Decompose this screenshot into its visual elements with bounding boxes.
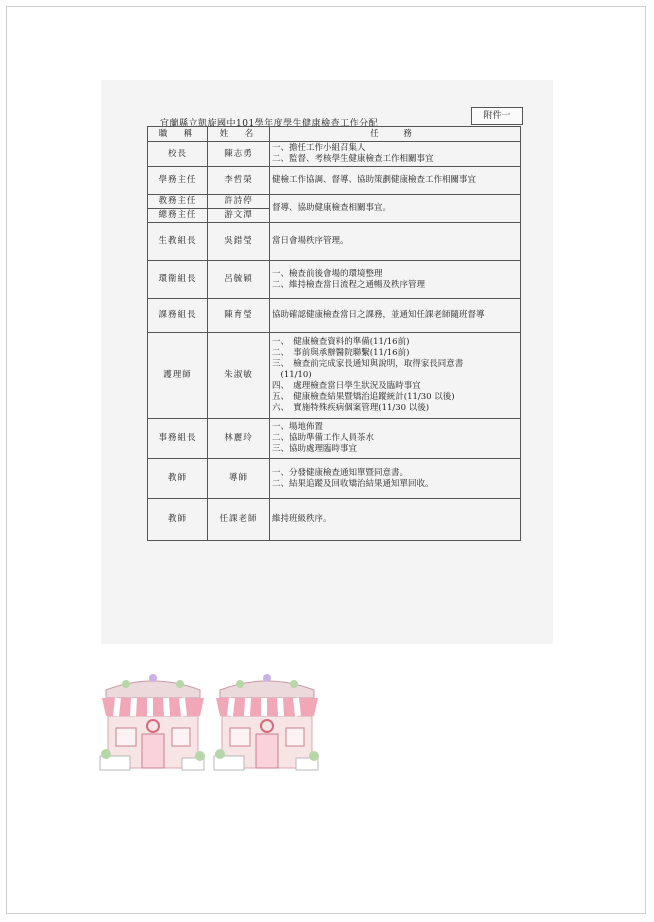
name-cell: 朱淑敏 xyxy=(208,333,270,419)
flower-shop-illustration xyxy=(96,668,326,780)
name-cell: 陳志勇 xyxy=(208,142,270,167)
duty-line: (11/10) xyxy=(272,370,312,380)
table-row xyxy=(148,261,521,299)
name-cell: 呂毓穎 xyxy=(208,261,270,299)
duty-line: 二、監督、考核學生健康檢查工作相關事宜 xyxy=(272,154,434,164)
duty-cell xyxy=(270,142,521,167)
table-row xyxy=(148,223,521,261)
table-header-row xyxy=(148,127,521,142)
role-cell: 教務主任 xyxy=(148,195,208,209)
header-duty: 任 務 xyxy=(270,127,521,142)
table-row xyxy=(148,299,521,333)
duty-cell xyxy=(270,167,521,195)
duty-line: 協助確認健康檢查當日之課務，並通知任課老師隨班督導 xyxy=(272,310,485,320)
role-cell: 環衛組長 xyxy=(148,261,208,299)
role-cell: 校長 xyxy=(148,142,208,167)
duty-line: 三、 檢查前完成家長通知與說明，取得家長同意書 xyxy=(272,359,464,369)
name-cell: 任課老師 xyxy=(208,499,270,541)
name-cell: 陳育瑩 xyxy=(208,299,270,333)
duty-cell xyxy=(270,195,521,223)
duty-cell xyxy=(270,299,521,333)
name-cell: 吳錯瑩 xyxy=(208,223,270,261)
duty-line: 維持班級秩序。 xyxy=(272,514,332,524)
role-cell: 教師 xyxy=(148,459,208,499)
duty-cell xyxy=(270,499,521,541)
duty-cell xyxy=(270,419,521,459)
attachment-label: 附件一 xyxy=(471,107,523,125)
table-row xyxy=(148,459,521,499)
shop-house-left xyxy=(100,674,205,770)
name-cell: 游文潭 xyxy=(208,209,270,223)
duty-line: 一、檢查前後會場的環境整理 xyxy=(272,268,383,279)
header-name: 姓 名 xyxy=(208,127,270,142)
duty-line: 三、協助處理臨時事宜 xyxy=(272,444,358,454)
duty-line: 二、 事前與承辦醫院聯繫(11/16前) xyxy=(272,348,410,358)
name-cell: 許詩停 xyxy=(208,195,270,209)
role-cell: 教師 xyxy=(148,499,208,541)
duty-cell xyxy=(270,333,521,419)
duty-cell xyxy=(270,459,521,499)
duty-line: 一、分發健康檢查通知單暨同意書。 xyxy=(272,467,409,478)
duty-line: 四、 處理檢查當日學生狀況及臨時事宜 xyxy=(272,381,421,391)
table-row xyxy=(148,419,521,459)
duty-line: 二、結果追蹤及回收矯治結果通知單回收。 xyxy=(272,478,434,489)
role-cell: 學務主任 xyxy=(148,167,208,195)
table-row xyxy=(148,333,521,419)
duty-line: 健檢工作協調、督導、協助策劃健康檢查工作相關事宜 xyxy=(272,175,477,185)
role-cell: 生教組長 xyxy=(148,223,208,261)
role-cell: 課務組長 xyxy=(148,299,208,333)
duty-line: 一、擔任工作小組召集人 xyxy=(272,143,366,153)
name-cell: 導師 xyxy=(208,459,270,499)
table-row xyxy=(148,142,521,167)
duty-cell xyxy=(270,261,521,299)
role-cell: 護理師 xyxy=(148,333,208,419)
duty-line: 五、 健康檢查結果暨矯治追蹤統計(11/30 以後) xyxy=(272,392,455,402)
duty-line: 六、 實施特殊疾病個案管理(11/30 以後) xyxy=(272,403,430,413)
document-title: 宜蘭縣立凱旋國中101學年度學生健康檢查工作分配 xyxy=(160,119,379,129)
table-row xyxy=(148,499,521,541)
duty-line: 一、場地佈置 xyxy=(272,422,324,432)
duty-line: 當日會場秩序管理。 xyxy=(272,236,349,246)
role-cell: 總務主任 xyxy=(148,209,208,223)
header-role: 職 稱 xyxy=(148,127,208,142)
duty-line: 二、協助準備工作人員茶水 xyxy=(272,433,375,443)
role-cell: 事務組長 xyxy=(148,419,208,459)
duty-cell xyxy=(270,223,521,261)
duty-line: 二、維持檢查當日流程之通暢及秩序管理 xyxy=(272,279,426,290)
shop-house-right xyxy=(214,674,319,770)
name-cell: 林麗玲 xyxy=(208,419,270,459)
assignment-table xyxy=(147,126,521,541)
name-cell: 李哲榮 xyxy=(208,167,270,195)
table-row xyxy=(148,167,521,195)
duty-line: 督導、協助健康檢查相關事宜。 xyxy=(272,203,392,213)
duty-line: 一、 健康檢查資料的準備(11/16前) xyxy=(272,337,410,347)
table-row xyxy=(148,195,521,209)
